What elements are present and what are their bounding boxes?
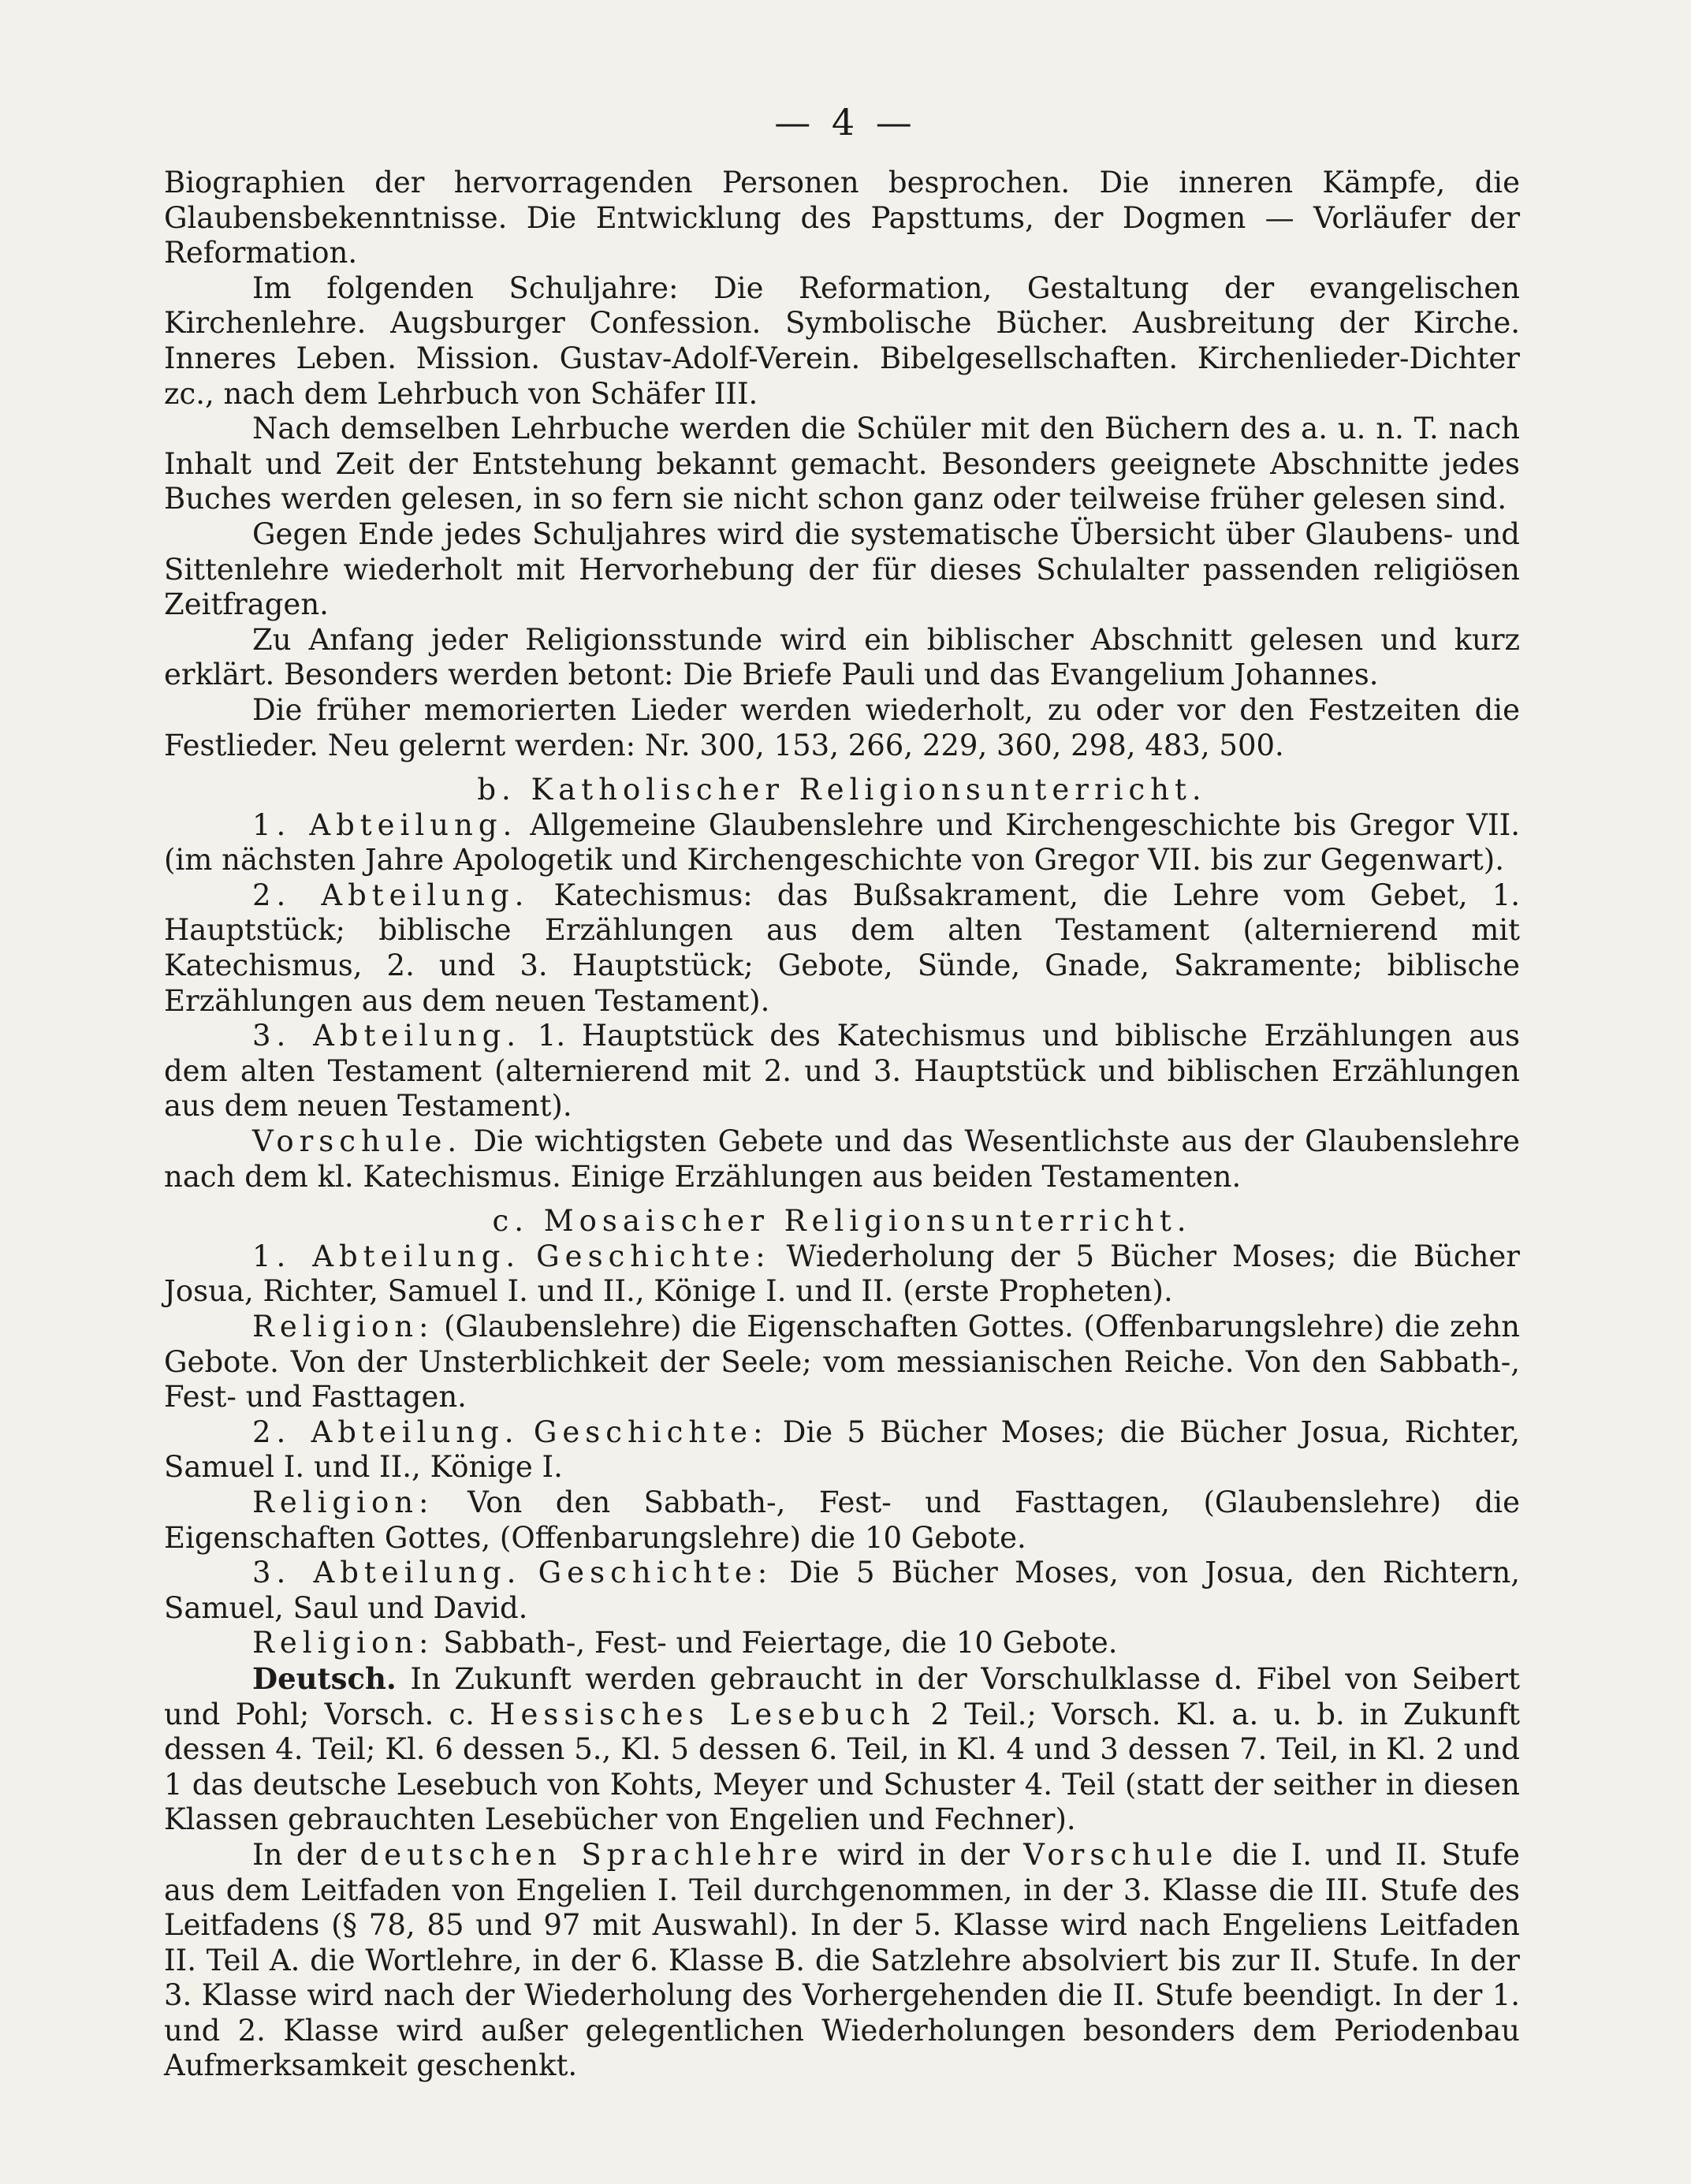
mos-abteilung-2-religion: Religion: Von den Sabbath-, Fest- und Fasttagen, (Glaubenslehre) die Eigenschaften Gottes, (Offenbarungslehre) die 10 Gebote. — [164, 1485, 1521, 1555]
paragraph-lehrbuch: Nach demselben Lehrbuche werden die Schüler mit den Büchern des a. u. n. T. nach Inhalt und Zeit der Entstehung bekannt gemacht. Besonders geeignete Abschnitte jedes Buches werden gelesen, in so fern sie nicht schon ganz oder teilweise früher gelesen sind. — [164, 412, 1520, 516]
paragraph-uebersicht: Gegen Ende jedes Schuljahres wird die systematische Übersicht über Glaubens- und Sittenlehre wiederholt mit Hervorhebung der für dieses Schulalter passenden religiösen Zeitfragen. — [164, 516, 1520, 622]
deutsch-lehrbuecher: Deutsch. In Zukunft werden gebraucht in der Vorschulklasse d. Fibel von Seibert und Pohl; Vorsch. c. Hessisches Lesebuch 2 Teil.; Vorsch. Kl. a. u. b. in Zukunft dessen 4. Teil; Kl. 6 dessen 5., Kl. 5 dessen 6. Teil, in Kl. 4 und 3 dessen 7. Teil, in Kl. 2 und 1 das deutsche Lesebuch von Kohts, Meyer und Schuster 4. Teil (statt der seither in diesen Klassen gebrauchten Lesebücher von Engelien und Fechner). — [164, 1660, 1521, 1837]
kath-vorschule: Vorschule. Die wichtigsten Gebete und das Wesentlichste aus der Glaubenslehre nach dem kl. Katechismus. Einige Erzählungen aus beiden Testamenten. — [164, 1124, 1520, 1194]
paragraph-religionsstunde: Zu Anfang jeder Religionsstunde wird ein biblischer Abschnitt gelesen und kurz erklärt. Besonders werden betont: Die Briefe Pauli und das Evangelium Johannes. — [164, 622, 1520, 692]
kath-abteilung-1: 1. Abteilung. Allgemeine Glaubenslehre und Kirchengeschichte bis Gregor VII. (im nächsten Jahre Apologetik und Kirchengeschichte von Gregor VII. bis zur Gegenwart). — [164, 807, 1520, 878]
page-body — [164, 166, 1520, 2084]
page-number: — 4 — — [774, 101, 917, 143]
paragraph-kirchengeschichte: Biographien der hervorragenden Personen besprochen. Die inneren Kämpfe, die Glaubensbekenntnisse. Die Entwicklung des Papsttums, der Dogmen — Vorläufer der Reformation. — [164, 166, 1520, 270]
paragraph-reformation: Im folgenden Schuljahre: Die Reformation, Gestaltung der evangelischen Kirchenlehre. Augsburger Confession. Symbolische Bücher. Ausbreitung der Kirche. Inneres Leben. Mission. Gustav-Adolf-Verein. Bibelgesellschaften. Kirchenlieder-Dichter zc., nach dem Lehrbuch von Schäfer III. — [164, 270, 1520, 411]
paragraph-lieder: Die früher memorierten Lieder werden wiederholt, zu oder vor den Festzeiten die Festlieder. Neu gelernt werden: Nr. 300, 153, 266, 229, 360, 298, 483, 500. — [164, 692, 1520, 762]
deutsch-sprachlehre: In der deutschen Sprachlehre wird in der Vorschule die I. und II. Stufe aus dem Leitfaden von Engelien I. Teil durchgenommen, in der 3. Klasse die III. Stufe des Leitfadens (§ 78, 85 und 97 mit Auswahl). In der 5. Klasse wird nach Engeliens Leitfaden II. Teil A. die Wortlehre, in der 6. Klasse B. die Satzlehre absolviert bis zur II. Stufe. In der 3. Klasse wird nach der Wiederholung des Vorhergehenden die II. Stufe beendigt. In der 1. und 2. Klasse wird außer gelegentlichen Wiederholungen besonders dem Periodenbau Aufmerksamkeit geschenkt. — [164, 1837, 1520, 2083]
kath-abteilung-3: 3. Abteilung. 1. Hauptstück des Katechismus und biblische Erzählungen aus dem alten Testament (alternierend mit 2. und 3. Hauptstück und biblischen Erzählungen aus dem neuen Testament). — [164, 1019, 1520, 1124]
mos-abteilung-3-religion: Religion: Sabbath-, Fest- und Feiertage, die 10 Gebote. — [252, 1626, 1118, 1660]
heading-mosaisch: c. Mosaischer Religionsunterricht. — [492, 1204, 1192, 1239]
mos-abteilung-2-geschichte: 2. Abteilung. Geschichte: Die 5 Bücher Moses; die Bücher Josua, Richter, Samuel I. und II., Könige I. — [164, 1414, 1521, 1485]
heading-katholisch: b. Katholischer Religionsunterricht. — [477, 773, 1207, 807]
mos-abteilung-1-geschichte: 1. Abteilung. Geschichte: Wiederholung der 5 Bücher Moses; die Bücher Josua, Richter, Samuel I. und II., Könige I. und II. (erste Propheten). — [164, 1239, 1520, 1309]
deutsch-heading: Deutsch. — [252, 1660, 397, 1696]
mos-abteilung-3-geschichte: 3. Abteilung. Geschichte: Die 5 Bücher Moses, von Josua, den Richtern, Samuel, Saul und David. — [164, 1556, 1521, 1625]
mos-abteilung-1-religion: Religion: (Glaubenslehre) die Eigenschaften Gottes. (Offenbarungslehre) die zehn Gebote. Von der Unsterblichkeit der Seele; vom messianischen Reiche. Von den Sabbath-, Fest- und Fasttagen. — [164, 1310, 1520, 1414]
kath-abteilung-2: 2. Abteilung. Katechismus: das Bußsakrament, die Lehre vom Gebet, 1. Hauptstück; biblische Erzählungen aus dem alten Testament (alternierend mit Katechismus, 2. und 3. Hauptstück; Gebote, Sünde, Gnade, Sakramente; biblische Erzählungen aus dem neuen Testament). — [164, 878, 1520, 1018]
